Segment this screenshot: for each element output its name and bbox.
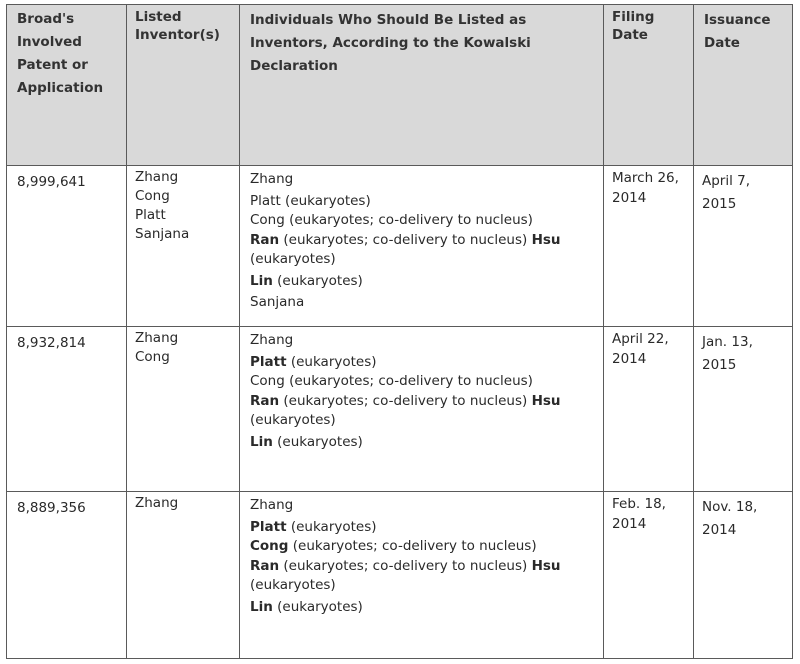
individual-entry — [250, 231, 597, 270]
individual-entry — [250, 537, 597, 557]
individual-name: Cong — [250, 538, 289, 554]
individual-name: Zhang — [250, 171, 294, 187]
individual-name: Zhang — [250, 497, 294, 513]
header-individuals: Individuals Who Should Be Listed as Inventors, According to the Kowalski Declaration — [240, 5, 604, 166]
individual-name: Platt — [250, 192, 281, 209]
filing-date: April 22, 2014 — [604, 327, 694, 492]
listed-inventor: Cong — [135, 349, 170, 365]
individual-note: (eukaryotes) — [250, 577, 336, 593]
patent-number: 8,999,641 — [7, 166, 127, 327]
header-filing-date: Filing Date — [604, 5, 694, 166]
issuance-date: April 7, 2015 — [694, 166, 793, 327]
individual-note: (eukaryotes) — [280, 192, 371, 209]
listed-inventor: Zhang — [135, 495, 179, 511]
individual-name: Sanjana — [250, 294, 305, 310]
individual-name: Hsu — [531, 557, 561, 574]
individual-note: (eukaryotes; co-delivery to nucleus) — [284, 373, 533, 389]
listed-inventors-cell — [127, 327, 240, 492]
individual-name: Hsu — [531, 392, 561, 409]
individual-name: Lin — [250, 598, 273, 615]
header-patent: Broad's Involved Patent or Application — [7, 5, 127, 166]
individual-note: (eukaryotes; co-delivery to nucleus) — [288, 538, 537, 554]
individual-entry — [250, 372, 597, 392]
listed-inventor: Platt — [135, 207, 166, 223]
individual-name: Zhang — [250, 332, 294, 348]
individual-entry — [250, 211, 597, 231]
issuance-date: Nov. 18, 2014 — [694, 492, 793, 659]
table-row — [7, 166, 793, 327]
individual-entry — [250, 331, 597, 351]
listed-inventor: Cong — [135, 188, 170, 204]
individual-name: Lin — [250, 272, 273, 289]
individual-name: Platt — [250, 518, 287, 535]
header-row — [7, 5, 793, 166]
filing-date: Feb. 18, 2014 — [604, 492, 694, 659]
listed-inventors-cell — [127, 166, 240, 327]
issuance-date: Jan. 13, 2015 — [694, 327, 793, 492]
table-row — [7, 327, 793, 492]
patent-number: 8,932,814 — [7, 327, 127, 492]
listed-inventors-cell — [127, 492, 240, 659]
listed-inventor: Zhang — [135, 169, 179, 185]
individual-note: (eukaryotes) — [272, 272, 363, 289]
individual-note: (eukaryotes) — [286, 518, 377, 535]
individual-entry — [250, 293, 597, 313]
listed-inventor: Zhang — [135, 330, 179, 346]
individual-note: (eukaryotes; co-delivery to nucleus) — [279, 392, 532, 409]
individual-entry — [250, 518, 597, 538]
individuals-cell — [240, 327, 604, 492]
individual-note: (eukaryotes) — [272, 433, 363, 450]
individual-entry — [250, 392, 597, 431]
individual-entry — [250, 353, 597, 373]
individual-entry — [250, 272, 597, 292]
individual-name: Ran — [250, 392, 280, 409]
individual-name: Lin — [250, 433, 273, 450]
individuals-cell — [240, 166, 604, 327]
individual-entry — [250, 433, 597, 453]
individual-note: (eukaryotes) — [286, 353, 377, 370]
individual-name: Cong — [250, 373, 285, 389]
individual-name: Ran — [250, 557, 280, 574]
individual-note: (eukaryotes) — [250, 412, 336, 428]
inventorship-table — [6, 4, 793, 659]
header-listed-inventors: Listed Inventor(s) — [127, 5, 240, 166]
individual-name: Hsu — [531, 231, 561, 248]
individual-name: Cong — [250, 212, 285, 228]
header-issuance-date: Issuance Date — [694, 5, 793, 166]
individuals-cell — [240, 492, 604, 659]
individual-entry — [250, 192, 597, 212]
individual-entry — [250, 598, 597, 618]
individual-entry — [250, 557, 597, 596]
individual-note: (eukaryotes; co-delivery to nucleus) — [279, 231, 532, 248]
individual-entry — [250, 170, 597, 190]
individual-note: (eukaryotes; co-delivery to nucleus) — [284, 212, 533, 228]
table-row — [7, 492, 793, 659]
individual-note: (eukaryotes; co-delivery to nucleus) — [279, 557, 532, 574]
individual-note: (eukaryotes) — [272, 598, 363, 615]
individual-entry — [250, 496, 597, 516]
individual-name: Ran — [250, 231, 280, 248]
patent-number: 8,889,356 — [7, 492, 127, 659]
individual-name: Platt — [250, 353, 287, 370]
filing-date: March 26, 2014 — [604, 166, 694, 327]
listed-inventor: Sanjana — [135, 226, 190, 242]
individual-note: (eukaryotes) — [250, 251, 336, 267]
